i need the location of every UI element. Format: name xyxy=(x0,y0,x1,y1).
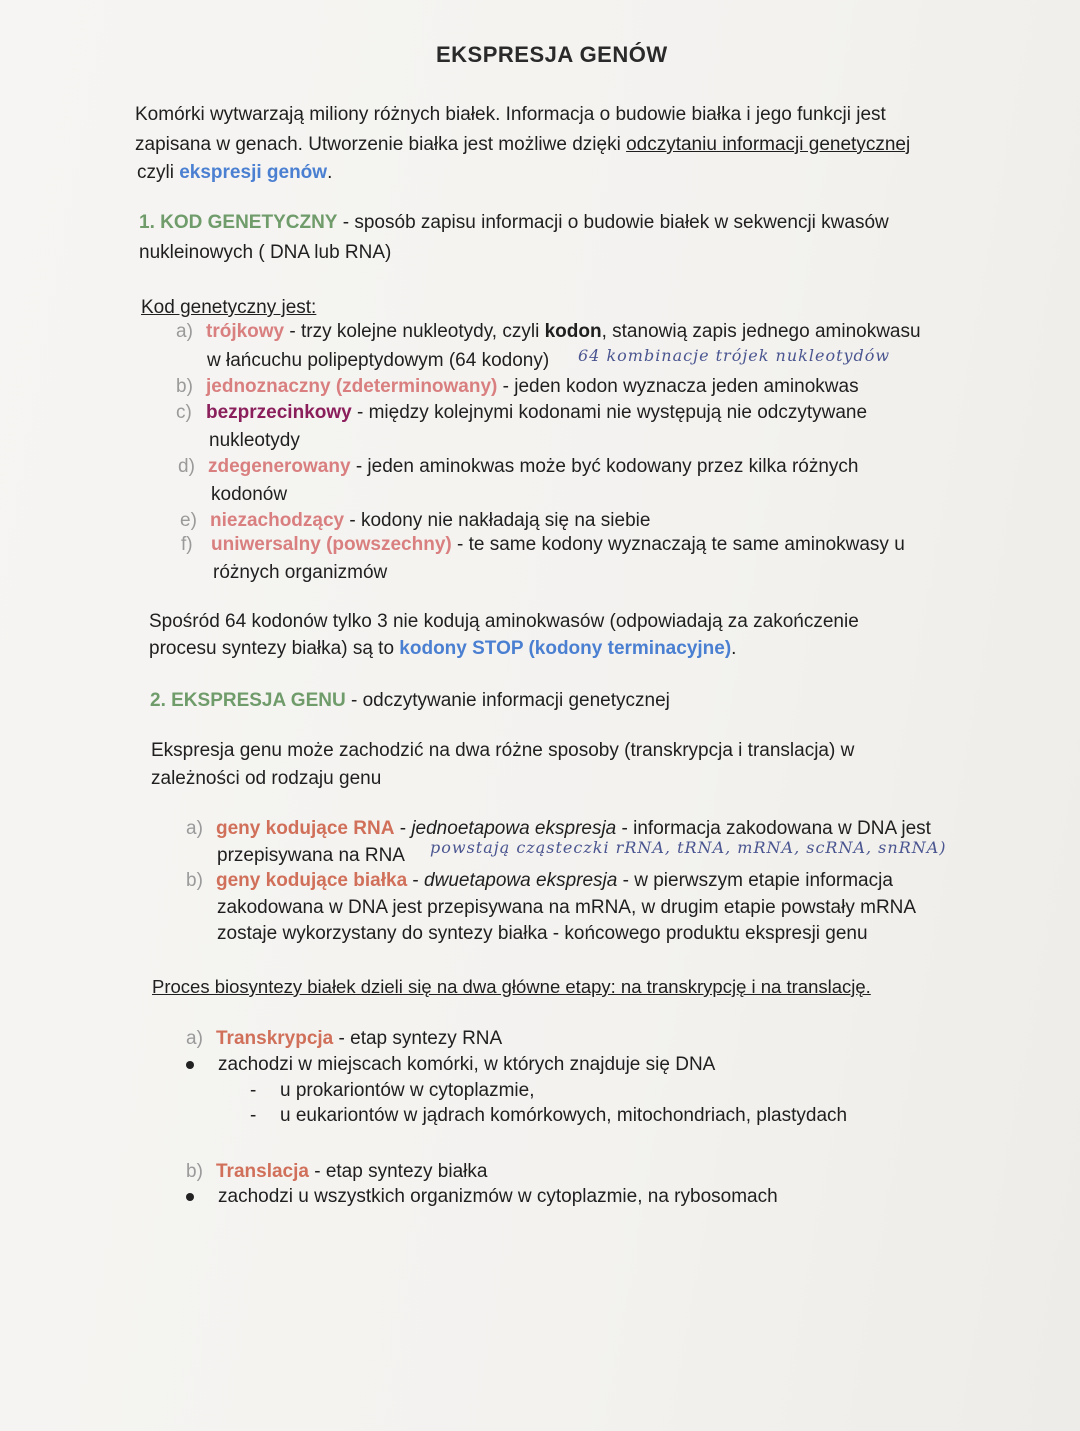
term-zdegenerowany: zdegenerowany xyxy=(208,456,351,477)
dash-text: u prokariontów w cytoplazmie, xyxy=(280,1080,535,1101)
term-jednoznaczny: jednoznaczny (zdeterminowany) xyxy=(206,376,498,397)
section-1-title: 1. KOD GENETYCZNY xyxy=(139,212,338,233)
item-text: - jeden aminokwas może być kodowany przez kilka różnych xyxy=(350,456,859,477)
geny-item-a-line-2: przepisywana na RNA xyxy=(217,845,405,866)
item-text: - etap syntezy białka xyxy=(308,1161,488,1182)
item-text: - etap syntezy RNA xyxy=(333,1028,503,1049)
kod-heading: Kod genetyczny jest: xyxy=(141,297,317,318)
item-text: w łańcuchu polipeptydowym (64 kodony) xyxy=(207,350,550,371)
handwritten-note-1: 64 kombinacje trójek nukleotydów xyxy=(578,346,891,365)
proces-line: Proces biosyntezy białek dzieli się na dwa główne etapy: na transkrypcję i na translację. xyxy=(152,976,871,997)
translacja-bullet xyxy=(186,1182,778,1212)
term-trojkowy: trójkowy xyxy=(206,321,285,342)
list-letter: b) xyxy=(176,376,193,397)
stop-line-1: Spośród 64 kodonów tylko 3 nie kodują aminokwasów (odpowiadają za zakończenie xyxy=(149,611,859,632)
term-ekspresja: ekspresji genów xyxy=(179,162,328,183)
page-title: EKSPRESJA GENÓW xyxy=(436,42,668,67)
section-2-text: - odczytywanie informacji genetycznej xyxy=(345,690,670,711)
transkrypcja-dash-2 xyxy=(250,1101,847,1131)
intro-line-3 xyxy=(137,158,332,188)
term-translacja: Translacja xyxy=(216,1161,309,1182)
term-jednoetapowa: jednoetapowa ekspresja xyxy=(411,818,617,839)
item-text: - xyxy=(407,870,425,891)
section-2-heading xyxy=(150,686,670,716)
intro-text: . xyxy=(327,162,333,183)
geny-item-b xyxy=(186,866,893,896)
list-letter: a) xyxy=(186,818,203,839)
bullet-dot-icon xyxy=(186,1061,194,1069)
item-text: , stanowią zapis jednego aminokwasu xyxy=(601,321,921,342)
term-geny-rna: geny kodujące RNA xyxy=(216,818,395,839)
kod-item-c xyxy=(176,398,867,428)
stop-line-2 xyxy=(149,634,736,664)
section-1-text: - sposób zapisu informacji o budowie białek w sekwencji kwasów xyxy=(337,212,889,233)
list-letter: e) xyxy=(180,510,197,531)
list-letter: a) xyxy=(186,1028,203,1049)
kod-item-d-line-2: kodonów xyxy=(211,484,288,505)
ekspresja-line-1: Ekspresja genu może zachodzić na dwa różne sposoby (transkrypcja i translacja) w xyxy=(151,740,855,761)
item-text: - między kolejnymi kodonami nie występują nie odczytywane xyxy=(351,402,868,423)
term-uniwersalny: uniwersalny (powszechny) xyxy=(211,534,452,555)
list-letter: b) xyxy=(186,870,203,891)
intro-line-1: Komórki wytwarzają miliony różnych białek. Informacja o budowie białka i jego funkcji jest xyxy=(135,104,886,125)
kod-item-a xyxy=(176,317,921,347)
intro-text: zapisana w genach. Utworzenie białka jest możliwe dzięki xyxy=(135,134,627,155)
item-text: - xyxy=(394,818,412,839)
intro-underlined: odczytaniu informacji genetycznej xyxy=(626,134,911,155)
stop-text: . xyxy=(731,638,737,659)
bullet-text: zachodzi w miejscach komórki, w których znajduje się DNA xyxy=(218,1054,716,1075)
kod-item-f-line-2: różnych organizmów xyxy=(213,562,388,583)
dash-text: u eukariontów w jądrach komórkowych, mitochondriach, plastydach xyxy=(280,1105,848,1126)
term-bezprzecinkowy: bezprzecinkowy xyxy=(206,402,352,423)
item-text: - trzy kolejne nukleotydy, czyli xyxy=(284,321,545,342)
dash-icon: - xyxy=(250,1080,257,1101)
list-letter: c) xyxy=(176,402,192,423)
term-transkrypcja: Transkrypcja xyxy=(216,1028,334,1049)
term-dwuetapowa: dwuetapowa ekspresja xyxy=(424,870,618,891)
dash-icon: - xyxy=(250,1105,257,1126)
section-2-title: 2. EKSPRESJA GENU xyxy=(150,690,346,711)
term-kodony-stop: kodony STOP (kodony terminacyjne) xyxy=(399,638,732,659)
item-text: - w pierwszym etapie informacja xyxy=(617,870,893,891)
item-text: - te same kodony wyznaczają te same aminokwasy u xyxy=(451,534,905,555)
item-text: - informacja zakodowana w DNA jest xyxy=(616,818,931,839)
item-text: - kodony nie nakładają się na siebie xyxy=(344,510,651,531)
section-1-line-2: nukleinowych ( DNA lub RNA) xyxy=(139,242,392,263)
list-letter: b) xyxy=(186,1161,203,1182)
kod-item-d xyxy=(178,452,859,482)
kod-item-c-line-2: nukleotydy xyxy=(209,430,300,451)
list-letter: a) xyxy=(176,321,193,342)
geny-item-b-line-3: zostaje wykorzystany do syntezy białka - końcowego produktu ekspresji genu xyxy=(217,923,868,944)
geny-item-b-line-2: zakodowana w DNA jest przepisywana na mRNA, w drugim etapie powstały mRNA xyxy=(217,897,917,918)
list-letter: d) xyxy=(178,456,195,477)
term-niezachodzacy: niezachodzący xyxy=(210,510,345,531)
term-geny-bialka: geny kodujące białka xyxy=(216,870,408,891)
kod-item-f xyxy=(181,530,905,560)
section-1-heading xyxy=(139,208,889,238)
item-text: - jeden kodon wyznacza jeden aminokwas xyxy=(497,376,859,397)
bullet-dot-icon xyxy=(186,1193,194,1201)
intro-text: czyli xyxy=(137,162,180,183)
term-kodon: kodon xyxy=(544,321,602,342)
stop-text: procesu syntezy białka) są to xyxy=(149,638,400,659)
handwritten-note-2: powstają cząsteczki rRNA, tRNA, mRNA, scRNA, snRNA) xyxy=(430,838,947,857)
ekspresja-line-2: zależności od rodzaju genu xyxy=(151,768,382,789)
list-letter: f) xyxy=(181,534,193,555)
bullet-text: zachodzi u wszystkich organizmów w cytoplazmie, na rybosomach xyxy=(218,1186,778,1207)
intro-line-2 xyxy=(135,130,910,160)
